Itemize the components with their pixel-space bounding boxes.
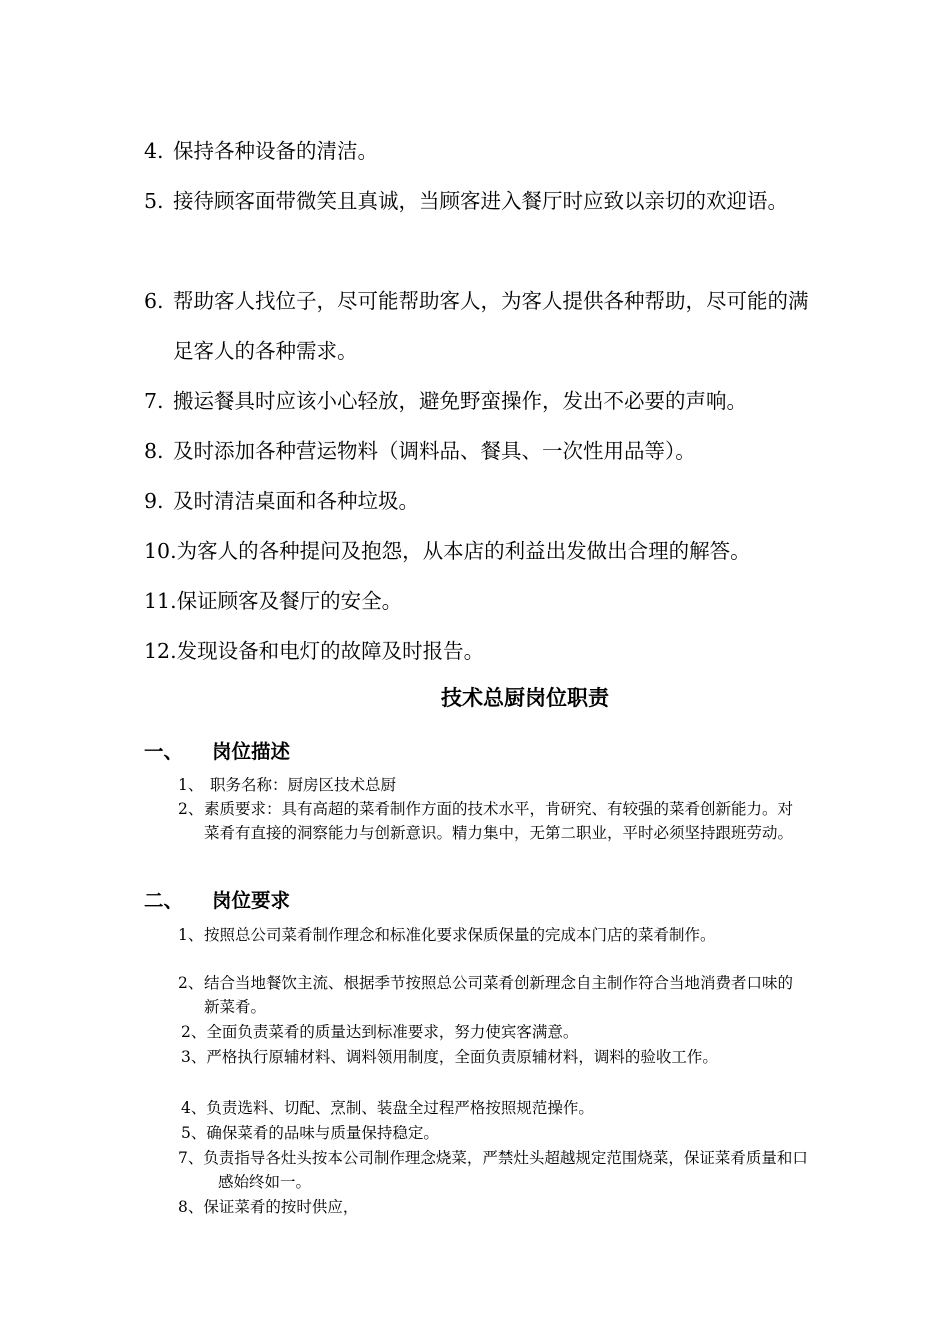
sec2-item-4 — [144, 1045, 809, 1069]
list-item-12 — [144, 626, 809, 676]
list-text: 接待顾客面带微笑且真诚，当顾客进入餐厅时应致以亲切的欢迎语。 — [173, 189, 788, 213]
list-text: 搬运餐具时应该小心轻放，避免野蛮操作，发出不必要的声响。 — [173, 389, 747, 413]
sec2-item-2 — [178, 971, 808, 1019]
section-number: 二、 — [144, 889, 184, 912]
item-text: 按照总公司菜肴制作理念和标准化要求保质保量的完成本门店的菜肴制作。 — [204, 926, 716, 944]
item-value: 厨房区技术总厨 — [287, 776, 397, 794]
list-item-8 — [144, 426, 809, 476]
list-number: 9. — [144, 489, 164, 513]
page-title: 技术总厨岗位职责 — [441, 686, 609, 710]
list-number: 7. — [144, 389, 164, 413]
item-text: 素质要求：具有高超的菜肴制作方面的技术水平，肯研究、有较强的菜肴创新能力。对菜肴有直接的洞察能力与创新意识。精力集中，无第二职业，平时必须坚持跟班劳动。 — [204, 800, 794, 842]
list-number: 5. — [144, 189, 164, 213]
list-item-4 — [144, 126, 809, 176]
item-number: 2、 — [178, 974, 204, 992]
list-text: 帮助客人找位子，尽可能帮助客人，为客人提供各种帮助，尽可能的满足客人的各种需求。 — [173, 289, 809, 363]
item-text: 8、保证菜肴的按时供应， — [178, 1198, 359, 1216]
item-number: 2、 — [178, 800, 204, 818]
list-text: 保持各种设备的清洁。 — [173, 139, 378, 163]
list-text: 发现设备和电灯的故障及时报告。 — [176, 639, 485, 663]
list-number: 11. — [144, 589, 177, 613]
sec2-item-6 — [181, 1121, 811, 1145]
item-number: 1、 — [178, 776, 204, 794]
list-number: 6. — [144, 289, 164, 313]
section-title: 岗位描述 — [212, 740, 291, 763]
sec2-item-5 — [181, 1096, 811, 1120]
list-item-7 — [144, 376, 809, 426]
list-text: 及时清洁桌面和各种垃圾。 — [173, 489, 419, 513]
list-item-9 — [144, 476, 809, 526]
sec2-item-7 — [178, 1146, 808, 1194]
sec1-item-1 — [178, 773, 808, 797]
section-title: 岗位要求 — [212, 889, 291, 912]
item-text: 4、负责选料、切配、烹制、装盘全过程严格按照规范操作。 — [181, 1099, 594, 1117]
item-text: 5、确保菜肴的品味与质量保持稳定。 — [181, 1124, 439, 1142]
list-item-10 — [144, 526, 809, 576]
sec2-item-1 — [178, 923, 808, 947]
item-text: 2、全面负责菜肴的质量达到标准要求，努力使宾客满意。 — [181, 1023, 579, 1041]
section-heading-1 — [144, 736, 290, 764]
list-number: 8. — [144, 439, 164, 463]
section-heading-2 — [144, 885, 290, 913]
item-text: 结合当地餐饮主流、根据季节按照总公司菜肴创新理念自主制作符合当地消费者口味的新菜肴。 — [204, 974, 794, 1016]
sec1-item-2 — [178, 797, 808, 845]
list-item-5 — [144, 176, 809, 226]
list-text: 保证顾客及餐厅的安全。 — [176, 589, 403, 613]
section-number: 一、 — [144, 740, 184, 763]
list-number: 12. — [144, 639, 177, 663]
sec2-item-3 — [181, 1020, 811, 1044]
list-text: 及时添加各种营运物料（调料品、餐具、一次性用品等）。 — [173, 439, 696, 463]
list-item-6 — [144, 276, 809, 376]
list-text: 为客人的各种提问及抱怨，从本店的利益出发做出合理的解答。 — [176, 539, 751, 563]
list-number: 4. — [144, 139, 164, 163]
item-text: 3、严格执行原辅材料、调料领用制度，全面负责原辅材料，调料的验收工作。 — [181, 1048, 718, 1066]
sec2-item-8 — [178, 1195, 808, 1219]
list-number: 10. — [144, 539, 177, 563]
item-text: 7、负责指导各灶头按本公司制作理念烧菜，严禁灶头超越规定范围烧菜，保证菜肴质量和口感始终如一。 — [178, 1149, 808, 1191]
list-item-11 — [144, 576, 809, 626]
item-number: 1、 — [178, 926, 204, 944]
item-label: 职务名称： — [210, 776, 288, 794]
